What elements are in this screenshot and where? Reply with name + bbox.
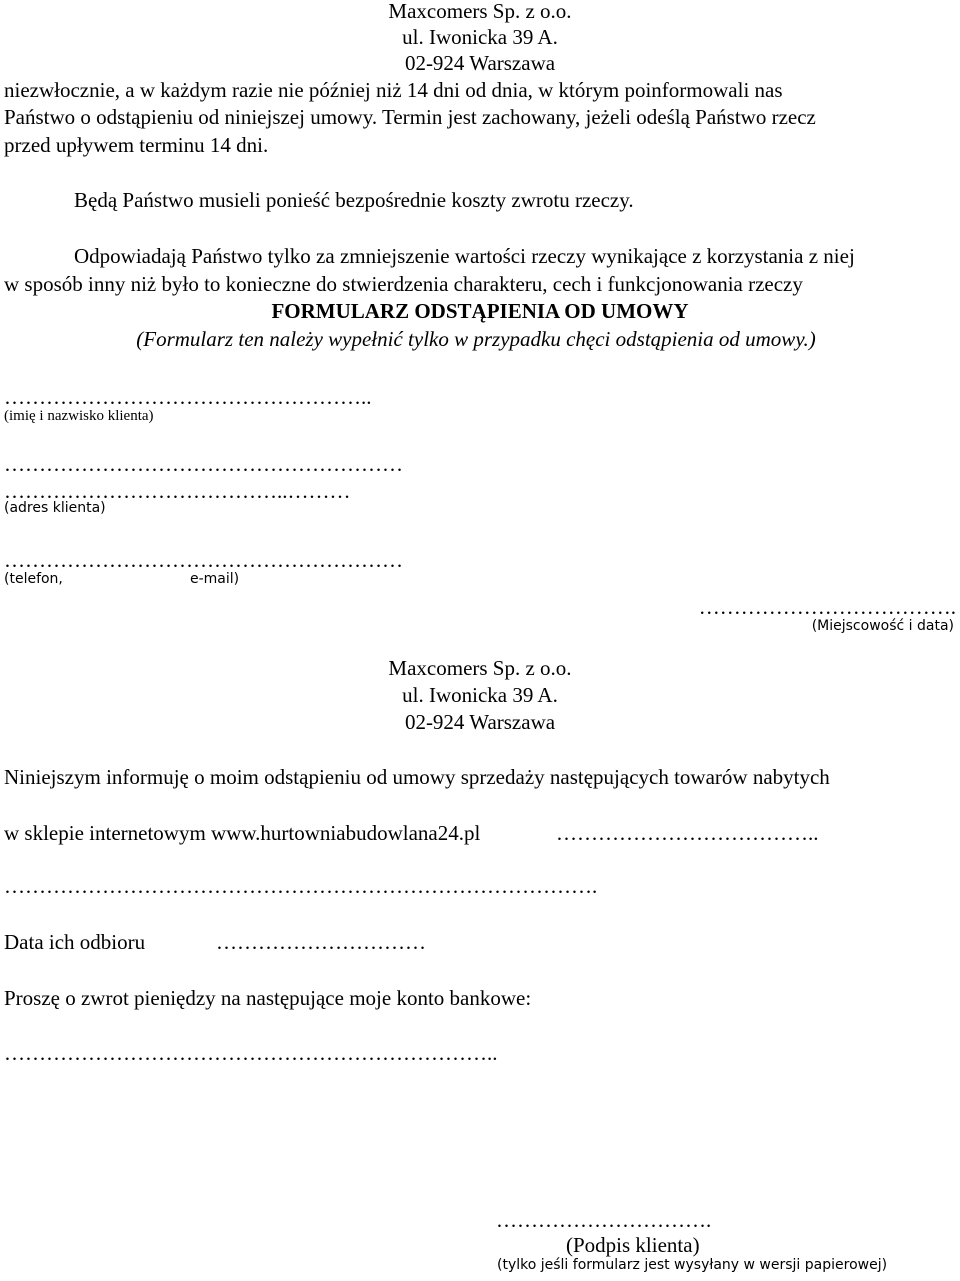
header-city: 02-924 Warszawa [404, 51, 556, 75]
client-contact-field[interactable]: ………………………………………………… [4, 548, 403, 572]
shop-line: w sklepie internetowym www.hurtowniabudowlana24.pl [4, 821, 481, 845]
goods-field-1[interactable]: ……………………………….. [556, 821, 819, 845]
client-address-field-2[interactable]: …………………………………..……… [4, 479, 351, 503]
goods-field-2[interactable]: …………………………………………………………………………. [4, 874, 598, 898]
recipient-company: Maxcomers Sp. z o.o. [388, 656, 572, 680]
place-date-field[interactable]: ………………………………. [698, 595, 956, 619]
signature-note: (tylko jeśli formularz jest wysyłany w wersji papierowej) [497, 1257, 888, 1273]
client-address-field-1[interactable]: ………………………………………………… [4, 452, 403, 476]
signature-label: (Podpis klienta) [566, 1233, 700, 1257]
liability-line-2: w sposób inny niż było to konieczne do stwierdzenia charakteru, cech i funkcjonowania rzeczy [4, 272, 803, 296]
withdrawal-statement: Niniejszym informuję o moim odstąpieniu od umowy sprzedaży następujących towarów nabytych [4, 765, 830, 789]
bank-account-field[interactable]: …………………………………………………………….. [4, 1041, 498, 1065]
client-email-label: e-mail) [190, 571, 240, 587]
signature-field[interactable]: …………………………. [496, 1208, 712, 1232]
intro-line-2: Państwo o odstąpieniu od niniejszej umowy. Termin jest zachowany, jeżeli odeślą Państwo rzecz [4, 105, 816, 129]
place-date-label: (Miejscowość i data) [811, 618, 954, 634]
intro-line-1: niezwłocznie, a w każdym razie nie później niż 14 dni od dnia, w którym poinformowali nas [4, 78, 783, 102]
recipient-city: 02-924 Warszawa [404, 710, 556, 734]
form-title: FORMULARZ ODSTĄPIENIA OD UMOWY [271, 299, 689, 323]
refund-request: Proszę o zwrot pieniędzy na następujące moje konto bankowe: [4, 986, 532, 1010]
liability-line-1: Odpowiadają Państwo tylko za zmniejszenie wartości rzeczy wynikające z korzystania z niej [74, 244, 855, 268]
recipient-street: ul. Iwonicka 39 A. [402, 683, 558, 707]
header-company: Maxcomers Sp. z o.o. [388, 0, 572, 23]
client-name-field[interactable]: …………………………………………….. [4, 385, 372, 409]
receipt-date-label: Data ich odbioru [4, 930, 146, 954]
intro-line-3: przed upływem terminu 14 dni. [4, 133, 269, 157]
costs-sentence: Będą Państwo musieli ponieść bezpośrednie koszty zwrotu rzeczy. [74, 188, 634, 212]
form-subtitle: (Formularz ten należy wypełnić tylko w przypadku chęci odstąpienia od umowy.) [136, 327, 816, 351]
header-street: ul. Iwonicka 39 A. [402, 25, 558, 49]
client-name-label: (imię i nazwisko klienta) [4, 408, 154, 424]
client-address-label: (adres klienta) [4, 500, 106, 516]
client-phone-label: (telefon, [4, 571, 63, 587]
receipt-date-field[interactable]: ………………………… [216, 930, 426, 954]
